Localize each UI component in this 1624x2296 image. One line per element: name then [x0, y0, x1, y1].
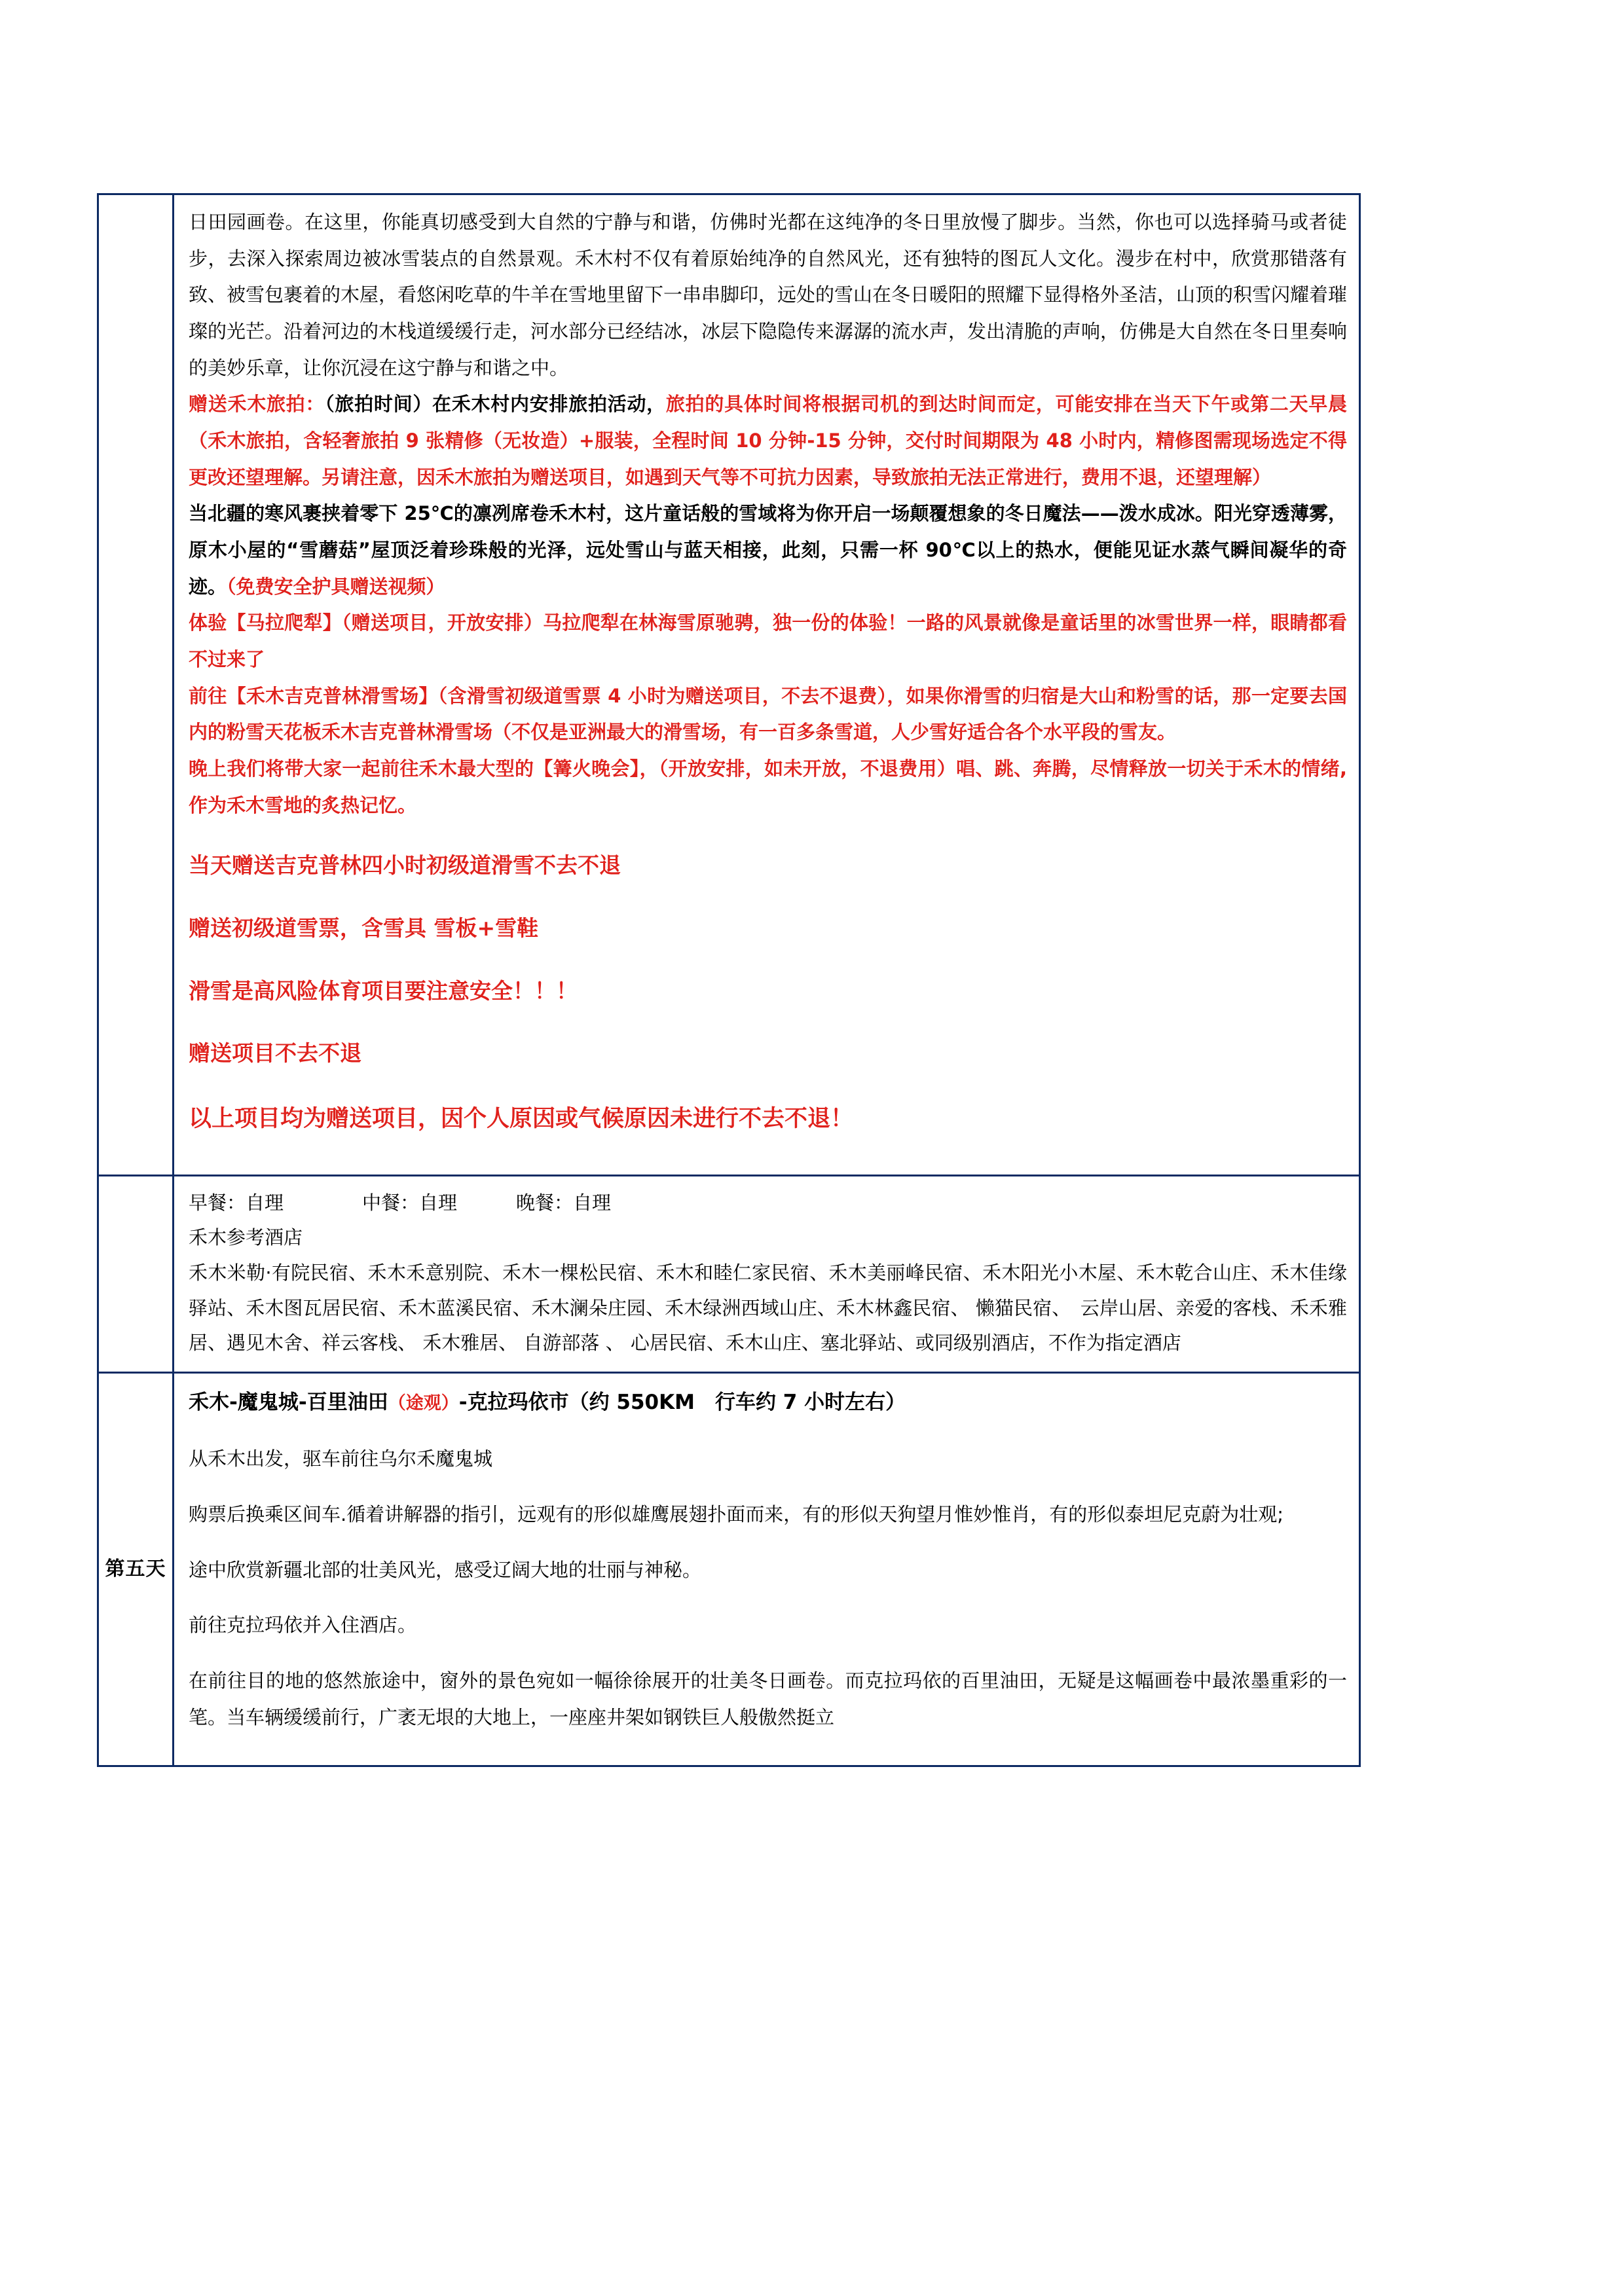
highlight-no-refund: 赠送项目不去不退	[189, 1040, 361, 1066]
ice-magic-paragraph	[189, 496, 1347, 605]
day-label-cell-empty-2	[98, 1175, 174, 1372]
highlight-ski-gift: 当天赠送吉克普林四小时初级道滑雪不去不退	[189, 852, 621, 879]
photo-shoot-lead: 赠送禾木旅拍：	[189, 393, 325, 416]
itinerary-table	[97, 193, 1361, 1767]
day5-title-part2: -克拉玛依市（约 550KM 行车约 7 小时左右）	[458, 1390, 906, 1414]
horse-sled-paragraph: 体验【马拉爬犁】（赠送项目，开放安排）马拉爬犁在林海雪原驰骋，独一份的体验！一路的风景就像是童话里的冰雪世界一样，眼睛都看不过来了	[189, 611, 1347, 671]
ice-magic-red-tail: （免费安全护具赠送视频）	[227, 575, 445, 598]
day5-line-3: 途中欣赏新疆北部的壮美风光，感受辽阔大地的壮丽与神秘。	[189, 1558, 702, 1581]
day5-line-1: 从禾木出发，驱车前往乌尔禾魔鬼城	[189, 1448, 493, 1470]
day-label-cell-day5: 第五天	[98, 1372, 174, 1766]
day4-activities-cell	[174, 194, 1360, 1176]
photo-shoot-black-segment: （旅拍时间）在禾木村内安排旅拍活动，	[325, 393, 666, 416]
hotels-list: 禾木米勒·有院民宿、禾木禾意别院、禾木一棵松民宿、禾木和睦仁家民宿、禾木美丽峰民宿、禾木阳光小木屋、禾木乾合山庄、禾木佳缘驿站、禾木图瓦居民宿、禾木蓝溪民宿、禾木澜朵庄园、禾木绿洲西域山庄、禾木林鑫民宿、 懒猫民宿、 云岸山居、亲爱的客栈、禾禾雅居、遇见木舍、祥云客栈、 禾木雅居、 自游部落 、 心居民宿、禾木山庄、塞北驿站、或同级别酒店，不作为指定酒店	[189, 1261, 1347, 1355]
intro-paragraph: 日田园画卷。在这里，你能真切感受到大自然的宁静与和谐，仿佛时光都在这纯净的冬日里放慢了脚步。当然，你也可以选择骑马或者徒步，去深入探索周边被冰雪装点的自然景观。禾木村不仅有着原始纯净的自然风光，还有独特的图瓦人文化。漫步在村中，欣赏那错落有致、被雪包裹着的木屋，看悠闲吃草的牛羊在雪地里留下一串串脚印，远处的雪山在冬日暖阳的照耀下显得格外圣洁，山顶的积雪闪耀着璀璨的光芒。沿着河边的木栈道缓缓行走，河水部分已经结冰，冰层下隐隐传来潺潺的流水声，发出清脆的声响，仿佛是大自然在冬日里奏响的美妙乐章，让你沉浸在这宁静与和谐之中。	[189, 211, 1348, 379]
meals-row	[189, 1186, 1347, 1221]
day5-route-title	[189, 1383, 1347, 1422]
day5-line-5: 在前往目的地的悠然旅途中，窗外的景色宛如一幅徐徐展开的壮美冬日画卷。而克拉玛依的百里油田，无疑是这幅画卷中最浓墨重彩的一笔。当车辆缓缓前行，广袤无垠的大地上，一座座井架如钢铁巨人般傲然挺立	[189, 1669, 1347, 1728]
table-row-day4-activities	[98, 194, 1360, 1176]
highlight-all-gift-no-refund: 以上项目均为赠送项目，因个人原因或气候原因未进行不去不退！	[189, 1106, 854, 1133]
lunch-label: 中餐：自理	[362, 1191, 458, 1214]
hotels-heading: 禾木参考酒店	[189, 1226, 303, 1249]
table-row-day5	[98, 1372, 1360, 1766]
meals-hotels-cell	[174, 1175, 1360, 1372]
breakfast-label: 早餐：自理	[189, 1191, 284, 1214]
ski-resort-paragraph: 前往【禾木吉克普林滑雪场】（含滑雪初级道雪票 4 小时为赠送项目，不去不退费），如果你滑雪的归宿是大山和粉雪的话，那一定要去国内的粉雪天花板禾木吉克普林滑雪场（不仅是亚洲最大的滑雪场，有一百多条雪道，人少雪好适合各个水平段的雪友。	[189, 684, 1347, 744]
day5-title-part1: 禾木-魔鬼城-百里油田	[189, 1390, 388, 1414]
highlight-safety-warning: 滑雪是高风险体育项目要注意安全！！！	[189, 977, 578, 1004]
table-row-meals-hotels	[98, 1175, 1360, 1372]
day5-line-2: 购票后换乘区间车.循着讲解器的指引，远观有的形似雄鹰展翅扑面而来，有的形似天狗望月惟妙惟肖，有的形似泰坦尼克蔚为壮观;	[189, 1503, 1283, 1525]
day5-title-note: （途观）	[388, 1393, 459, 1413]
day5-cell	[174, 1372, 1360, 1766]
photo-shoot-paragraph	[189, 386, 1347, 496]
ice-magic-black-text: 当北疆的寒风裹挟着零下 25℃的凛冽席卷禾木村，这片童话般的雪域将为你开启一场颠覆想象的冬日魔法——泼水成冰。阳光穿透薄雾，原木小屋的“雪蘑菇”屋顶泛着珍珠般的光泽，远处雪山与蓝天相接，此刻，只需一杯 90℃以上的热水，便能见证水蒸气瞬间凝华的奇迹。	[189, 502, 1347, 598]
dinner-label: 晚餐：自理	[516, 1191, 612, 1214]
photo-shoot-red-rest: 旅拍的具体时间将根据司机的到达时间而定，可能安排在当天下午或第二天早晨（禾木旅拍，含轻奢旅拍 9 张精修（无妆造）+服装，全程时间 10 分钟-15 分钟，交付时间期限为 48 小时内，精修图需现场选定不得更改还望理解。另请注意，因禾木旅拍为赠送项目，如遇到天气等不可抗力因素，导致旅拍无法正常进行，费用不退，还望理解）	[189, 393, 1347, 488]
day5-line-4: 前往克拉玛依并入住酒店。	[189, 1614, 417, 1637]
day-label-cell-empty	[98, 194, 174, 1176]
highlight-ski-ticket: 赠送初级道雪票，含雪具 雪板+雪鞋	[189, 915, 539, 941]
bonfire-paragraph: 晚上我们将带大家一起前往禾木最大型的【篝火晚会】，（开放安排，如未开放，不退费用）唱、跳、奔腾，尽情释放一切关于禾木的情绪,作为禾木雪地的炙热记忆。	[189, 757, 1347, 816]
